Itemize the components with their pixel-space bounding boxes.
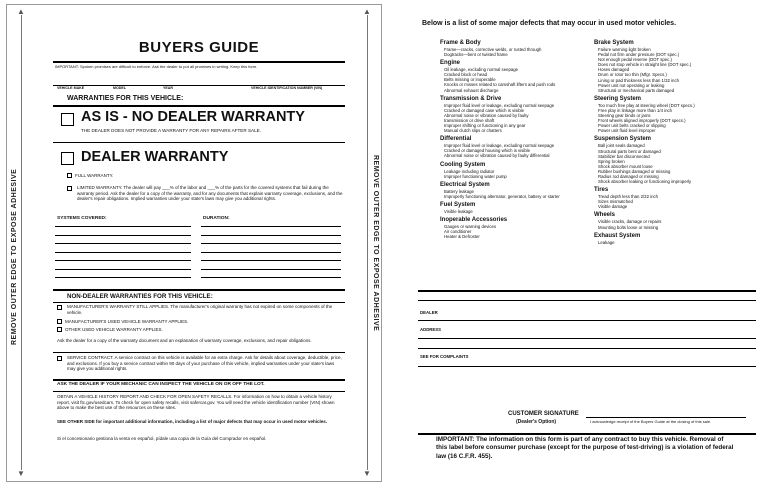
defects-left-column [440, 40, 590, 242]
category-title: Suspension System [594, 136, 652, 143]
service-contract-checkbox[interactable] [57, 356, 62, 361]
defect-category-fuel-system [440, 202, 590, 214]
non-dealer-item[interactable]: MANUFACTURER'S USED VEHICLE WARRANTY APPLIES. [57, 319, 343, 325]
non-dealer-heading: NON-DEALER WARRANTIES FOR THIS VEHICLE: [67, 293, 213, 300]
duration-line[interactable] [201, 243, 341, 244]
category-title: Brake System [594, 40, 634, 46]
buyers-guide-back [392, 4, 764, 482]
down-arrow-icon: ▼ [17, 469, 25, 478]
defect-item: Improper functioning water pump [444, 173, 507, 179]
service-contract-option[interactable]: SERVICE CONTRACT. A service contract on this vehicle is available for an extra charge. Ask for details about coverage, deductible, price, and exclusions. If you buy a service contract within 90 days of your purchase of this vehicle, implied warranties under your state's laws may give you additional rights. [57, 355, 343, 372]
defect-category-cooling-system [440, 162, 590, 179]
divider [53, 352, 345, 353]
duration-line[interactable] [201, 269, 341, 270]
important-note: IMPORTANT: Spoken promises are difficult to enforce. Ask the dealer to put all promises in writing. Keep this form. [55, 64, 258, 69]
defect-item: Structural or mechanical parts damaged [598, 87, 675, 93]
defect-item: Heater & Defroster [444, 234, 480, 240]
defect-item: Frame—cracks, corrective welds, or rusted through [444, 47, 542, 52]
defect-item: Shock absorber leaking or functioning improperly [598, 179, 692, 185]
defect-item: Power unit not operating or leaking [598, 82, 665, 88]
non-dealer-item[interactable]: OTHER USED VEHICLE WARRANTY APPLIES. [57, 327, 343, 333]
up-arrow-icon: ▲ [17, 7, 25, 16]
defect-item: Improper fluid level or leakage, excluding normal seepage [444, 102, 555, 108]
divider [418, 290, 756, 292]
defect-item: Stabilizer bar disconnected [598, 153, 650, 159]
divider [53, 105, 345, 107]
divider [53, 61, 345, 63]
ask-mechanic-text: ASK THE DEALER IF YOUR MECHANIC CAN INSPECT THE VEHICLE ON OR OFF THE LOT. [57, 382, 265, 387]
page-title: BUYERS GUIDE [138, 39, 260, 56]
front-content [53, 5, 345, 441]
defect-item: Abnormal noise or vibration caused by faulty differential [444, 153, 550, 159]
important-footer: IMPORTANT: The information on this form is part of any contract to buy this vehicle. Removal of this label before consumer purchase (except for the purpose of test-driving) is a violation of federal law (16 C.F.R. 455). [436, 436, 734, 460]
divider [53, 379, 345, 381]
defect-item: Abnormal noise or vibration caused by faulty [444, 112, 529, 118]
defect-category-inoperable-accessories [440, 217, 590, 239]
limited-warranty-option[interactable]: LIMITED WARRANTY. The dealer will pay ___% of the labor and ___% of the parts for the covered systems that fail during the warranty period. Ask the dealer for a copy of the warranty, and for any documents that explain warranty coverage, exclusions, and the dealer's repair obligations. Implied warranties under your state's laws may give you additional rights. [67, 185, 343, 202]
vin-label: VEHICLE IDENTIFICATION NUMBER (VIN) [251, 86, 323, 90]
defect-item: Gauges or warning devices [444, 223, 497, 229]
full-warranty-option[interactable]: FULL WARRANTY. [67, 173, 113, 179]
systems-covered-line[interactable] [55, 235, 191, 236]
category-title: Exhaust System [594, 232, 641, 239]
category-title: Fuel System [440, 201, 476, 208]
dealers-option-label: (Dealer's Option) [516, 419, 557, 425]
defect-item: Radius rod damaged or missing [598, 173, 659, 179]
defects-right-column [594, 40, 734, 248]
see-other-side-text: SEE OTHER SIDE for important additional information, including a list of major defects that may occur in used motor vehicles. [57, 419, 328, 424]
duration-line[interactable] [201, 235, 341, 236]
defect-item: Manual clutch slips or chatters [444, 128, 502, 134]
model-label: MODEL [113, 86, 126, 90]
warranties-heading: WARRANTIES FOR THIS VEHICLE: [67, 95, 184, 102]
duration-line[interactable] [201, 260, 341, 261]
dealer-warranty-checkbox[interactable] [61, 152, 74, 165]
defect-item: Leakage [598, 239, 615, 245]
signature-line[interactable] [586, 417, 746, 418]
dealer-label: DEALER [420, 310, 438, 315]
dealer-warranty-title: DEALER WARRANTY [81, 149, 229, 165]
defect-category-transmission-and-drive [440, 96, 590, 134]
other-used-checkbox[interactable] [57, 327, 62, 332]
defect-item: Front wheels aligned improperly (DOT specs.) [598, 118, 686, 124]
complaints-line[interactable] [418, 366, 756, 367]
right-rail-line [367, 15, 368, 470]
category-title: Inoperable Accessories [440, 216, 508, 223]
systems-covered-line[interactable] [55, 226, 191, 227]
form-line [418, 348, 756, 349]
address-line[interactable] [418, 338, 756, 339]
side-instruction-left: REMOVE OUTER EDGE TO EXPOSE ADHESIVE [11, 168, 18, 345]
form-line [418, 300, 756, 301]
defect-item: Cracked block or head [444, 72, 487, 78]
defect-item: Structural parts bent or damaged [598, 148, 661, 154]
defect-item: Free play in linkage more than 1/4 inch [598, 107, 673, 113]
category-title: Frame & Body [440, 40, 481, 46]
defect-item: Steering gear binds or jams [598, 113, 651, 119]
defect-item: Oil leakage, excluding normal seepage [444, 67, 519, 73]
category-title: Cooling System [440, 161, 486, 168]
defect-item: Rubber bushings damaged or missing [598, 168, 671, 174]
category-title: Steering System [594, 95, 642, 102]
defect-item: Visible damage [598, 204, 628, 210]
address-label: ADDRESS [420, 327, 442, 332]
defect-category-exhaust-system [594, 233, 734, 245]
history-report-text: OBTAIN A VEHICLE HISTORY REPORT AND CHECK FOR OPEN SAFETY RECALLS. For information on how to obtain a vehicle history report, visit ftc.gov/usedcars. To check for open safety recalls, visit safercar.gov. You will need the vehicle identification number (VIN) shown above to make the best use of the resources on these sites. [57, 394, 335, 411]
duration-line[interactable] [201, 226, 341, 227]
defect-item: Mounting bolts loose or missing [598, 224, 659, 230]
defect-item: Failure warning light broken [598, 47, 651, 52]
dealer-line[interactable] [418, 320, 756, 321]
defect-item: Lining or pad thickness less than 1/32 inch [598, 77, 679, 83]
defect-category-frame-and-body [440, 40, 590, 57]
defect-item: Air conditioner [444, 229, 472, 235]
duration-line[interactable] [201, 277, 341, 278]
spanish-note: Si el concesionario gestiona la venta en español, pídale una copia de la Guía del Comprador en español. [57, 436, 267, 441]
systems-covered-line[interactable] [55, 260, 191, 261]
full-warranty-checkbox[interactable] [67, 173, 72, 178]
defect-item: Visible cracks, damage or repairs [598, 219, 662, 225]
defect-category-suspension-system [594, 136, 734, 184]
defect-item: Power unit belts cracked or slipping [598, 123, 666, 129]
category-title: Engine [440, 60, 461, 67]
manufacturer-warranty-checkbox[interactable] [57, 305, 62, 310]
defect-item: Spring broken [598, 158, 625, 164]
defect-category-electrical-system [440, 182, 590, 199]
defect-item: Dogtracks—bent or twisted frame [444, 52, 508, 58]
divider [53, 142, 345, 143]
defects-heading: Below is a list of some major defects that may occur in used motor vehicles. [422, 20, 677, 27]
defect-category-brake-system [594, 40, 734, 93]
complaints-label: SEE FOR COMPLAINTS [420, 354, 469, 359]
defect-item: Hoses damaged [598, 67, 630, 73]
defect-item: Ball joint seals damaged [598, 143, 645, 149]
divider [53, 289, 345, 291]
defect-item: Pedal not firm under pressure (DOT spec.) [598, 52, 680, 58]
defect-item: Shock absorber mount loose [598, 163, 653, 169]
systems-covered-line[interactable] [55, 277, 191, 278]
as-is-title: AS IS - NO DEALER WARRANTY [81, 109, 305, 125]
defect-item: Does not stop vehicle in straight line (DOT spec.) [598, 62, 692, 68]
defect-item: Improperly functioning alternator, generator, battery or starter [444, 193, 560, 199]
divider [53, 391, 345, 392]
systems-covered-label: SYSTEMS COVERED: [57, 216, 107, 221]
defect-item: Sizes mismatched [598, 199, 633, 205]
defect-item: Improper shifting or functioning in any gear [444, 123, 526, 129]
systems-covered-line[interactable] [55, 252, 191, 253]
defect-category-differential [440, 136, 590, 158]
systems-covered-line[interactable] [55, 269, 191, 270]
defect-item: Abnormal exhaust discharge [444, 87, 499, 93]
duration-line[interactable] [201, 252, 341, 253]
defect-category-tires [594, 187, 734, 209]
ask-copy-text: Ask the dealer for a copy of the warranty document and an explanation of warranty coverage, exclusions, and repair obligations. [57, 338, 312, 343]
buyers-guide-front [6, 4, 382, 482]
manufacturer-used-checkbox[interactable] [57, 319, 62, 324]
defect-item: Visible leakage [444, 208, 473, 214]
down-arrow-icon: ▼ [363, 469, 371, 478]
defect-item: Drum or rotor too thin (Mfgr. Specs.) [598, 72, 667, 78]
year-label: YEAR [163, 86, 173, 90]
divider [53, 302, 345, 303]
side-instruction-right: REMOVE OUTER EDGE TO EXPOSE ADHESIVE [372, 155, 379, 332]
customer-signature-label: CUSTOMER SIGNATURE [508, 411, 579, 417]
defect-item: Leakage including radiator [444, 168, 495, 174]
category-title: Electrical System [440, 181, 490, 188]
systems-covered-line[interactable] [55, 243, 191, 244]
defect-category-steering-system [594, 96, 734, 134]
defect-item: Not enough pedal reserve (DOT spec.) [598, 57, 672, 63]
defect-item: Tread depth less than 2/32 inch [598, 194, 659, 200]
signature-note: I acknowledge receipt of the Buyers Guide at the closing of this sale. [590, 419, 712, 424]
defect-item: Improper fluid level or leakage, excluding normal seepage [444, 143, 555, 149]
defect-item: transmission or drive shaft [444, 117, 495, 123]
defect-item: Belts missing or inoperable [444, 77, 496, 83]
defect-item: Knocks or misses related to camshaft lifters and push rods [444, 82, 556, 88]
defect-item: Power unit fluid level improper [598, 128, 656, 134]
as-is-checkbox[interactable] [61, 113, 74, 126]
defect-item: Cracked or damaged case which is visible [444, 107, 525, 113]
divider [418, 433, 756, 435]
non-dealer-item[interactable]: MANUFACTURER'S WARRANTY STILL APPLIES. The manufacturer's original warranty has not expired on some components of the vehicle. [57, 304, 343, 315]
up-arrow-icon: ▲ [363, 7, 371, 16]
defect-item: Cracked or damaged housing which is visible [444, 148, 530, 154]
defect-item: Battery leakage [444, 188, 474, 194]
category-title: Differential [440, 136, 472, 143]
category-title: Tires [594, 187, 609, 194]
limited-warranty-checkbox[interactable] [67, 186, 72, 191]
category-title: Transmission & Drive [440, 95, 502, 102]
category-title: Wheels [594, 212, 616, 219]
defect-category-engine [440, 60, 590, 92]
duration-label: DURATION: [203, 216, 230, 221]
as-is-text: THE DEALER DOES NOT PROVIDE A WARRANTY FOR ANY REPAIRS AFTER SALE. [81, 128, 261, 133]
left-rail-line [21, 15, 22, 470]
defect-category-wheels [594, 212, 734, 229]
defect-item: Too much free play at steering wheel (DOT specs.) [598, 102, 695, 108]
vehicle-make-label: VEHICLE MAKE [57, 86, 85, 90]
